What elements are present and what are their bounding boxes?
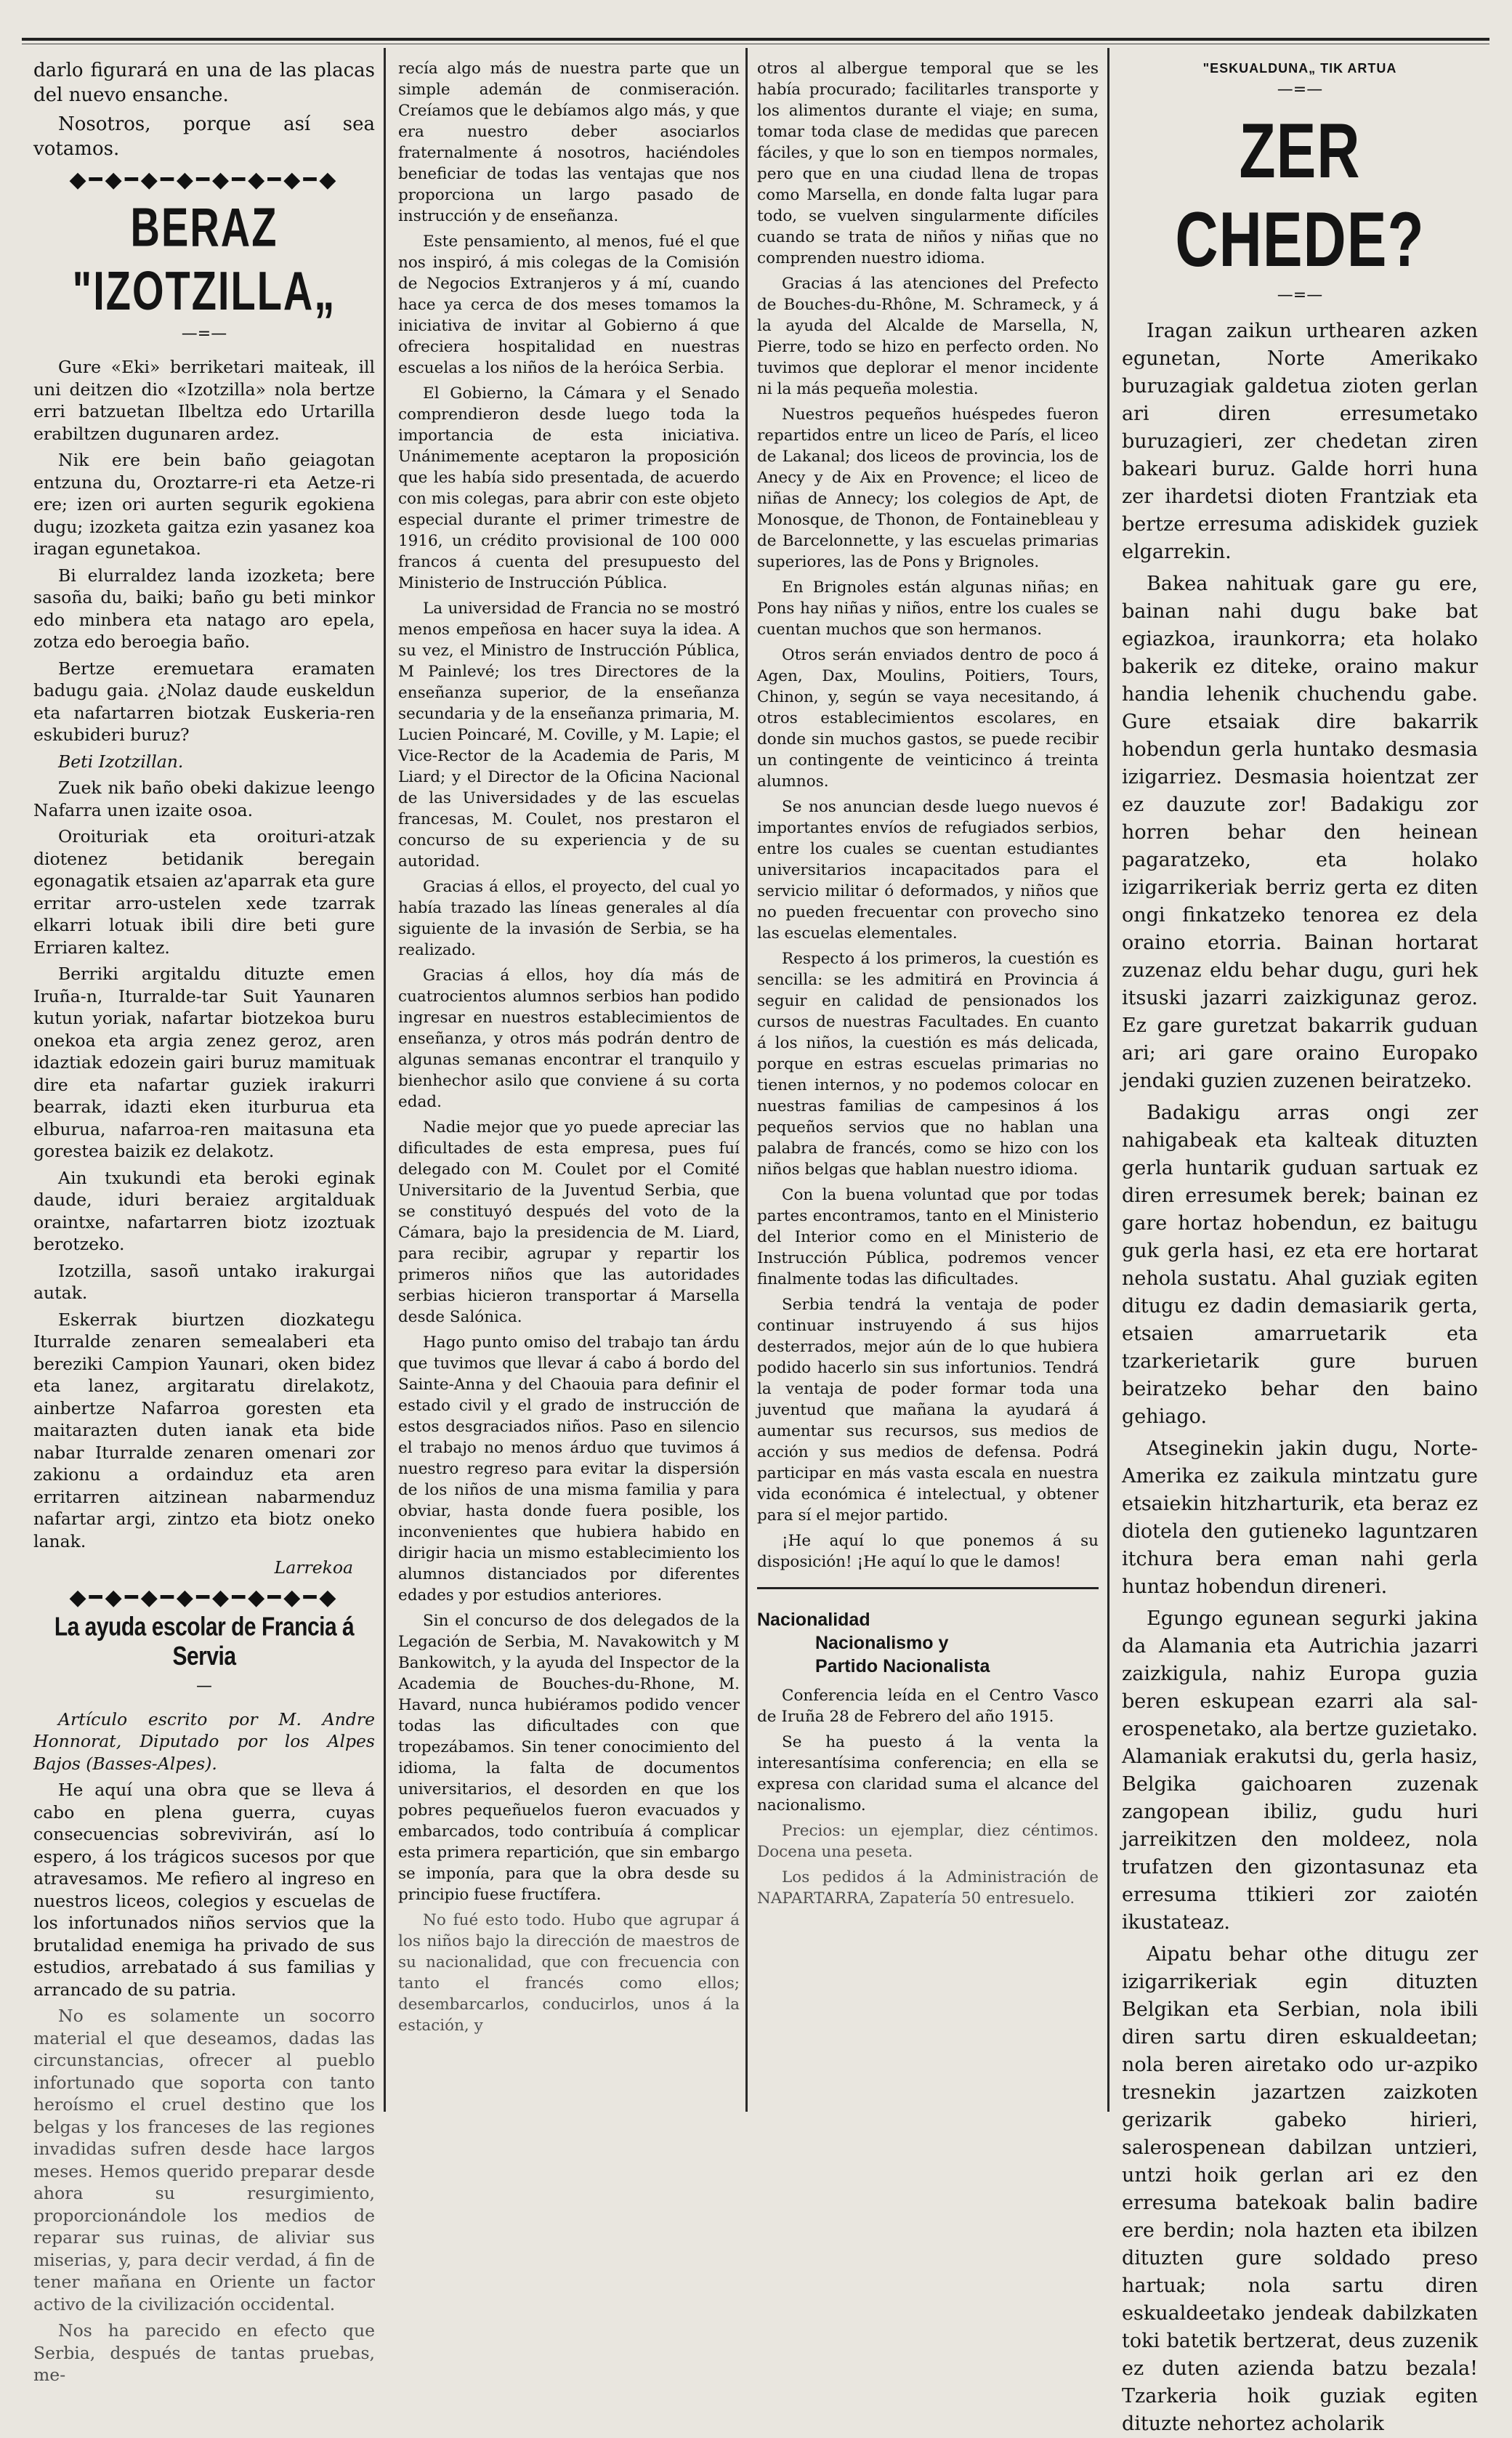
top-rule [22, 38, 1489, 41]
paragraph: Los pedidos á la Administración de NAPARTARRA, Zapatería 50 entresuelo. [757, 1868, 1099, 1908]
column-3 [757, 58, 1099, 2107]
paragraph: Eskerrak biurtzen diozkategu Iturralde zenaren semealaberi eta bereziki Campion Yaunari, oken bidez eta lanez, argitaratu direlakotz, ainbertze Nafarroa goresten eta maitarazten duten ianak eta bide nabar Iturralde zenaren omenari zor zakionu a ordainduz eta aren erritarren aitzinean nabarmenduz nafartar argi, zintzo eta biotz oneko lanak. [33, 1309, 375, 1551]
column-rule [1107, 48, 1109, 2112]
column-rule [384, 48, 386, 2112]
paragraph: El Gobierno, la Cámara y el Senado comprendieron desde luego toda la importancia de esta iniciativa. Unánimemente aceptaron la proposición que les había sido presentada, de acuerdo con mis colegas, para abrir con este objeto especial durante el primer trimestre de 1916, un crédito provisional de 100 000 francos á cuenta del presupuesto del Ministerio de Instrucción Pública. [398, 384, 740, 592]
paragraph: Nuestros pequeños huéspedes fueron repartidos entre un liceo de París, el liceo de Lakanal; dos liceos de provincia, los de Anecy y de Aix en Provence; el liceo de niñas de Annecy; los colegios de Apt, de Monosque, de Thonon, de Fontainebleau y de Barcelonnette, y las escuelas primarias superiores, las de Pons y Brignoles. [757, 405, 1099, 571]
dash-divider: — [196, 1676, 212, 1695]
headline-beraz-izotzilla: BERAZ "IZOTZILLA„ [72, 195, 336, 322]
paragraph: Con la buena voluntad que por todas partes encontramos, tanto en el Ministerio del Interior como en el Ministerio de Instrucción Pública, podremos vencer finalmente todas las dificultades. [757, 1186, 1099, 1288]
ornament-divider: ◆━◆━◆━◆━◆━◆━◆━◆ [69, 1584, 339, 1610]
paragraph: Izotzilla, sasoñ untako irakurgai autak. [33, 1260, 375, 1303]
paragraph: Hago punto omiso del trabajo tan árdu que tuvimos que llevar á cabo á bordo del Sainte-Anna y del Chaouia para definir el estado civil y el grado de instrucción de estos desgraciados niños. Paso en silencio el trabajo no menos árduo que tuvimos á nuestro regreso para evitar la dispersión de los niños de una misma familia y para obviar, hasta donde fuera posible, los inconvenientes que hubiera habido en dirigir hacia un mismo establecimiento los alumnos distanciados por diferentes edades y por estudios anteriores. [398, 1333, 740, 1605]
paragraph: Bertze eremuetara eramaten badugu gaia. ¿Nolaz daude euskeldun eta nafartarren biotzak Euskeria-ren eskubideri buruz? [33, 658, 375, 745]
column-2 [398, 58, 740, 2107]
paragraph: No fué esto todo. Hubo que agrupar á los niños bajo la dirección de maestros de su nacionalidad, que con frecuencia con tanto el francés como ellos; desembarcarlos, conducirlos, unos á la estación, y [398, 1911, 740, 2035]
paragraph: Gracias á ellos, hoy día más de cuatrocientos alumnos serbios han podido ingresar en nuestros establecimientos de enseñanza, y otros más podrán dentro de algunas semanas encontrar el tranquilo y bienhechor asilo que conviene á su corta edad. [398, 966, 740, 1111]
ad-title-line: Nacionalismo y [815, 1633, 949, 1653]
kicker: "ESKUALDUNA„ TIK ARTUA [1202, 61, 1397, 76]
dash-divider: —=— [1277, 286, 1323, 304]
paragraph: Precios: un ejemplar, diez céntimos. Docena una peseta. [757, 1822, 1099, 1861]
ad-title [757, 1608, 1099, 1678]
paragraph: He aquí una obra que se lleva á cabo en plena guerra, cuyas consecuencias sobrevivirán, así lo espero, á los trágicos sucesos por que atravesamos. Me refiero al ingreso en nuestros liceos, colegios y escuelas de los infortunados niños servios que la brutalidad enemiga ha privado de sus estudios, arrebatado á sus familias y arrancado de su patria. [33, 1780, 375, 2000]
headline-zer-chede: ZER CHEDE? [1175, 108, 1425, 283]
paragraph: Conferencia leída en el Centro Vasco de Iruña 28 de Febrero del año 1915. [757, 1687, 1099, 1726]
column-1 [33, 58, 375, 2385]
paragraph: Sin el concurso de dos delegados de la Legación de Serbia, M. Navakowitch y M Bankowitch, y la ayuda del Inspector de la Academia de Bouches-du-Rhone, M. Havard, nunca hubiéramos podido vencer todas las dificultades con que tropezábamos. Sin tener conocimiento del idioma, la falta de documentos universitarios, el desorden en que los pobres pequeñuelos fueron evacuados y embarcados, todo contribuía á complicar esta primera repartición, que sin embargo se imponía, para que la obra desde su principio fuese fructífera. [398, 1612, 740, 1904]
paragraph: otros al albergue temporal que se les había procurado; facilitarles transporte y los alimentos durante el viaje; en suma, tomar toda clase de medidas que parecen fáciles, y que lo son en tiempos normales, pero que en una ciudad llena de tropas como Marsella, en donde falta lugar para todo, se vuelven singularmente difíciles cuando se trata de niños y niñas que no comprenden nuestro idioma. [757, 60, 1099, 267]
byline: Artículo escrito por M. Andre Honnorat, Diputado por los Alpes Bajos (Basses-Alpes). [33, 1708, 375, 1774]
paragraph: Gure «Eki» berriketari maiteak, ill uni deitzen dio «Izotzilla» nola bertze erri batzuetan Ilbeltza edo Urtarilla erabiltzen dugunaren ardez. [33, 357, 375, 444]
column-4 [1122, 58, 1478, 2435]
paragraph: Respecto á los primeros, la cuestión es sencilla: se les admitirá en Provincia á seguir en calidad de pensionados los cursos de nuestras Facultades. En cuanto á los niños, la cuestión es más delicada, porque en estras escuelas primarias no tienen internos, y no podemos colocar en nuestras familias de campesinos á los pequeños servios que no hablan una palabra de francés, como se hizo con los niños belgas que hablan nuestro idioma. [757, 950, 1099, 1179]
paragraph: Nik ere bein baño geiagotan entzuna du, Oroztarre-ri eta Aetze-ri ere; izen ori aurten segurik egokiena dugu; izozketa gaitza ezin yasanez koa iragan egunetakoa. [33, 450, 375, 559]
paragraph: darlo figurará en una de las placas del nuevo ensanche. [33, 60, 375, 106]
section-separator [757, 1587, 1099, 1589]
paragraph: Berriki argitaldu dituzte emen Iruña-n, Iturralde-tar Suit Yaunaren kutun yoriak, nafartar biotzekoa buru onekoa eta argia zenez geroz, aren idaztiak edozein gairi buruz mamituak dire eta nafartar guziek irakurri bearrak, idazti eken iturburua eta elburua, nafarroa-ren maitasuna eta gorestea baizik ez delakotz. [33, 964, 375, 1161]
paragraph: No es solamente un socorro material el que deseamos, dadas las circunstancias, ofrecer al pueblo infortunado que soporta con tanto heroísmo el cruel destino que los belgas y los franceses de las regiones invadidas sufren desde hace largos meses. Hemos querido preparar desde ahora su resurgimiento, proporcionándole los medios de reparar sus ruinas, de aliviar sus miserias, y, para decir verdad, á fin de tener mañana en Oriente un factor activo de la civilización occidental. [33, 2006, 375, 2314]
paragraph: Se ha puesto á la venta la interesantísima conferencia; en ella se expresa con claridad suma el alcance del nacionalismo. [757, 1733, 1099, 1815]
ad-title-line: Nacionalidad [757, 1610, 870, 1630]
paragraph: La universidad de Francia no se mostró menos empeñosa en hacer suya la idea. A su vez, el Ministro de Instrucción Pública, M Painlevé; los tres Directores de la enseñanza superior, de la enseñanza secundaria y de la enseñanza primaria, M. Lucien Poincaré, M. Coville, y M. Lapie; el Vice-Rector de la Academia de Paris, M Liard; y el Director de la Oficina Nacional de las Universidades y de las escuelas francesas, M. Coulet, nos prestaron el concurso de su experiencia y de su autoridad. [398, 600, 740, 871]
signature: Larrekoa [274, 1557, 353, 1578]
paragraph: Oroituriak eta oroituri-atzak diotenez betidanik beregain egonagatik etsaien az'aparrak eta gure erritar arro-ustelen xede tzarrak elkarri lotuak ibili dire beti gure Erriaren kaltez. [33, 826, 375, 958]
article-title: La ayuda escolar de Francia á Servia [54, 1612, 355, 1671]
paragraph: Atseginekin jakin dugu, Norte-Amerika ez zaikula mintzatu gure etsaiekin hitzharturik, eta beraz ez diotela den gutieneko laguntzaren itchura bera eman nahi gerla huntaz hobendun direneri. [1122, 1437, 1478, 1598]
ad-title-line: Partido Nacionalista [815, 1656, 990, 1676]
dash-divider: —=— [181, 325, 227, 343]
paragraph: Egungo egunean segurki jakina da Alamania eta Autrichia jazarri zaizkigula, nahiz Europa guzia beren eskupean ezarri ala sal-erospenetako, ala bertze guzietako. Alamaniak erakutsi du, gerla hasiz, Belgika gaichoaren zuzenak zangopean ibiliz, gudu huri jarreikitzen den moldeez, nola trufatzen den gizontasunaz eta erresuma ttikieri zor zaiotén ikustateaz. [1122, 1607, 1478, 1934]
paragraph: Bi elurraldez landa izozketa; bere sasoña du, baiki; baño gu beti minkor edo minbera eta natago aro epela, zotza edo beroegia baño. [33, 565, 375, 652]
paragraph: Otros serán enviados dentro de poco á Agen, Dax, Moulins, Poitiers, Tours, Chinon, y, según se vaya necesitando, á otros establecimientos escolares, en donde sin muchos gastos, se puede recibir un contingente de veinticinco á treinta alumnos. [757, 646, 1099, 791]
paragraph: Nosotros, porque así sea votamos. [33, 113, 375, 160]
paragraph: ¡He aquí lo que ponemos á su disposición! ¡He aquí lo que le damos! [757, 1532, 1099, 1571]
paragraph: Aipatu behar othe ditugu zer izigarrikeriak egin dituzten Belgikan eta Serbian, nola ibili diren sartu diren eskualdeetan; nola beren airetako odo ur-azpiko tresnekin jazartzen zaizkoten gerizarik gabeko hirieri, salerospenean dabilzan untzieri, untzi hoik gerlan ari ez den erresuma batekoak balin badire ere berdin; nola hazten eta ibilzen dituzten gure soldado preso hartuak; nola sartu diren eskualdeetako jendeak dabilzkaten toki batetik bertzerat, deus zuzenik ez duten azienda batzu bezala! Tzarkeria hoik guziak egiten dituzte nehortez acholarik [1122, 1943, 1478, 2435]
paragraph: Bakea nahituak gare gu ere, bainan nahi dugu bake bat egiazkoa, iraunkorra; eta holako bakerik ez diteke, oraino makur handia lehenik chuchendu gabe. Gure etsaiak dire bakarrik hobendun gerla huntako desmasia izigarriez. Desmasia hoientzat zer ez dauzute zor! Badakigu zor horren behar den heinean pagaratzeko, eta holako izigarrikeriak berriz gerta ez diten ongi finkatzeko tenorea ez dela oraino etorria. Bainan hortarat zuzenaz eldu behar dugu, guri hek itsuski jazarri zaizkigunaz geroz. Ez gare guretzat bakarrik guduan ari; ari gare oraino Europako jendaki guzien zuzenen beiratzeko. [1122, 573, 1478, 1092]
column-rule [745, 48, 748, 2112]
paragraph: recía algo más de nuestra parte que un simple ademán de conmiseración. Creíamos que le debíamos algo más, y que era nuestro deber asociarlos fraternalmente á nosotros, haciéndoles beneficiar de todas las ventajas que nos proporciona un largo pasado de instrucción y de enseñanza. [398, 60, 740, 225]
dash-divider: —=— [1277, 81, 1323, 99]
paragraph: Iragan zaikun urthearen azken egunetan, Norte Amerikako buruzagiak galdetua zioten gerlan ari diren erresumetako buruzagieri, zer chedetan ziren bakeari buruz. Galde horri huna zer ihardetsi dioten Frantziak eta bertze erresuma adiskidek guziek elgarrekin. [1122, 320, 1478, 563]
paragraph: Este pensamiento, al menos, fué el que nos inspiró, á mis colegas de la Comisión de Negocios Extranjeros y á mí, cuando hace ya cerca de dos meses tomamos la iniciativa de invitar al Gobierno á que ofreciera hospitalidad en nuestras escuelas a los niños de la heróica Serbia. [398, 233, 740, 377]
paragraph: Serbia tendrá la ventaja de poder continuar instruyendo á sus hijos desterrados, mejor aún de lo que hubiera podido hacerlo sin sus infortunios. Tendrá la ventaja de poder formar toda una juventud que mañana la ayudará á aumentar sus recursos, sus medios de acción y sus medios de defensa. Podrá participar en más vasta escala en nuestra vida económica é intelectual, y obtener para sí el mejor partido. [757, 1296, 1099, 1525]
paragraph: Nadie mejor que yo puede apreciar las dificultades de esta empresa, pues fuí delegado con M. Coulet por el Comité Universitario de la Juventud Serbia, que se constituyó después del voto de la Cámara, bajo la presidencia de M. Liard, para recibir, agrupar y repartir los primeros niños que las autoridades serbias hicieron transportar á Marsella desde Salónica. [398, 1118, 740, 1326]
paragraph: Zuek nik baño obeki dakizue leengo Nafarra unen izaite osoa. [33, 778, 375, 820]
paragraph: Ain txukundi eta beroki eginak daude, iduri beraiez argitalduak oraintxe, nafartarren biotz izoztuak berotzeko. [33, 1167, 375, 1254]
paragraph: En Brignoles están algunas niñas; en Pons hay niñas y niños, entre los cuales se cuentan muchos que son hermanos. [757, 578, 1099, 639]
paragraph: Beti Izotzillan. [58, 751, 184, 772]
paragraph: Gracias á las atenciones del Prefecto de Bouches-du-Rhône, M. Schrameck, y á la ayuda del Alcalde de Marsella, N, Pierre, todo se hizo en perfecto orden. No tuvimos que deplorar el menor incidente ni la más pequeña molestia. [757, 275, 1099, 398]
paragraph: Se nos anuncian desde luego nuevos é importantes envíos de refugiados serbios, entre los cuales se cuentan estudiantes universitarios incapacitados para el servicio militar ó deformados, y niños que no pueden frecuentar con provecho sino las escuelas elementales. [757, 798, 1099, 942]
paragraph: Nos ha parecido en efecto que Serbia, después de tantas pruebas, me- [33, 2320, 375, 2385]
paragraph: Badakigu arras ongi zer nahigabeak eta kalteak dituzten gerla huntarik guduan sartuak ez diren erresumek berek; bainan ez gare hortaz hobendun, ez baitugu guk gerla hasi, ez eta ere hortarat nehola sustatu. Ahal guziak egiten ditugu ez dadin demasiarik gerta, etsaien amarruetarik eta tzarkerietarik gure buruen beiratzeko behar den baino gehiago. [1122, 1102, 1478, 1428]
ornament-divider: ◆━◆━◆━◆━◆━◆━◆━◆ [69, 167, 339, 193]
paragraph: Gracias á ellos, el proyecto, del cual yo había trazado las líneas generales al día siguiente de la invasión de Serbia, se ha realizado. [398, 878, 740, 959]
